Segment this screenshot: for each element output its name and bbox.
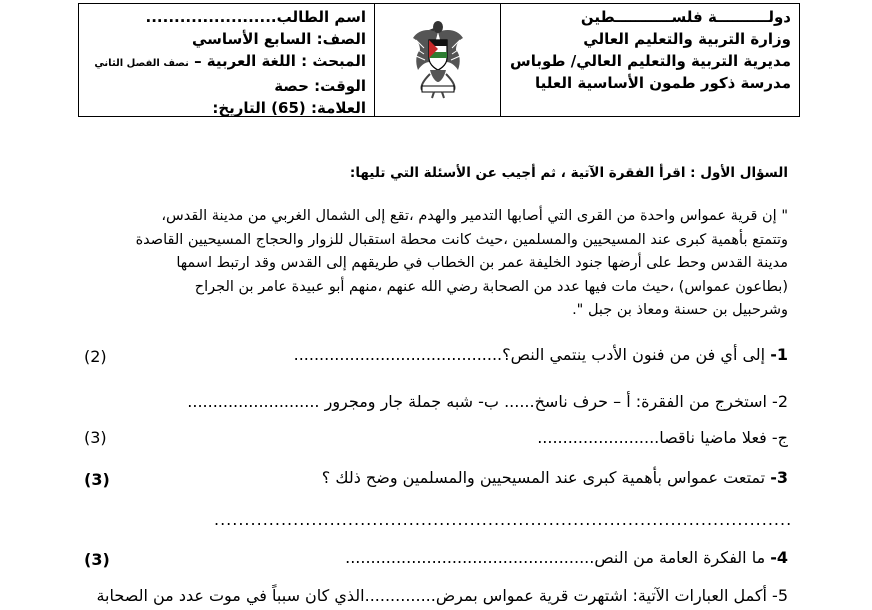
question-2c: ج- فعلا ماضيا ناقصا........................ — [537, 428, 788, 447]
question-2-mark: (3) — [84, 428, 107, 447]
question-5-number: 5- — [772, 586, 788, 605]
question-3-number: 3- — [770, 468, 788, 487]
header-institution-cell — [501, 4, 799, 116]
question-one-title: السؤال الأول : اقرأ الفقرة الآتية ، ثم أجيب عن الأسئلة التي تليها: — [349, 165, 788, 181]
header-ministry: وزارة التربية والتعليم العالي — [583, 30, 791, 48]
question-2 — [187, 392, 788, 411]
question-3-text: تمتعت عمواس بأهمية كبرى عند المسيحيين والمسلمين وضح ذلك ؟ — [321, 468, 771, 487]
question-3 — [322, 468, 788, 487]
student-name-field[interactable]: اسم الطالب....................... — [145, 8, 366, 26]
question-4-number: 4- — [770, 548, 788, 567]
question-5 — [96, 586, 788, 605]
question-4-mark: (3) — [84, 550, 110, 569]
question-2-text: استخرج من الفقرة: أ – حرف ناسخ...... ب- شبه جملة جار ومجرور .......................... — [187, 392, 773, 411]
subject-main: المبحث : اللغة العربية – — [194, 52, 366, 70]
question-1 — [294, 345, 788, 364]
paragraph-line: مدينة القدس وحط على أرضها جنود الخليفة عمر بن الخطاب في طريقهم إلى القدس وقد ارتبط اسمها — [176, 255, 788, 271]
paragraph-line: وشرحبيل بن حسنة ومعاذ بن جبل ". — [572, 302, 788, 318]
question-4-text: ما الفكرة العامة من النص................................................. — [345, 548, 771, 567]
time-label: الوقت: حصة — [274, 77, 366, 95]
header-directorate: مديرية التربية والتعليم العالي/ طوباس — [510, 52, 791, 70]
reading-paragraph — [114, 205, 788, 323]
header-emblem-cell — [374, 4, 501, 116]
header-country: دولــــــــــة فلســـــــــــطين — [580, 8, 791, 26]
grade-date-label: العلامة: (65) التاريخ: — [212, 99, 366, 117]
subject-label — [79, 50, 366, 75]
palestine-eagle-emblem-icon — [410, 18, 466, 102]
question-3-mark: (3) — [84, 470, 110, 489]
subject-term: نصف الفصل الثاني — [94, 58, 189, 69]
header-table — [78, 3, 800, 117]
header-student-cell — [79, 4, 374, 116]
question-3-answer-line[interactable]: ............................................................................................... — [214, 510, 793, 529]
paragraph-line: وتتمتع بأهمية كبرى عند المسيحيين والمسلمين ،حيث كانت محطة استقبال للزوار والحجاج المسيحيين القاصدة — [135, 231, 788, 248]
header-school: مدرسة ذكور طمون الأساسية العليا — [535, 74, 791, 92]
class-label: الصف: السابع الأساسي — [191, 30, 366, 48]
paragraph-line: (بطاعون عمواس) ،حيث مات فيها عدد من الصحابة رضي الله عنهم ،منهم أبو عبيدة عامر بن الجراح — [194, 278, 788, 295]
question-2-number: 2- — [772, 392, 788, 411]
paragraph-line: " إن قرية عمواس واحدة من القرى التي أصابها التدمير والهدم ،تقع إلى الشمال الغربي من مدينة القدس، — [161, 208, 788, 224]
question-1-text: إلى أي فن من فنون الأدب ينتمي النص؟......................................... — [293, 345, 771, 364]
question-1-mark: (2) — [84, 347, 107, 366]
question-5-text: أكمل العبارات الآتية: اشتهرت قرية عمواس بمرض..............الذي كان سبباً في موت عدد من الصحابة — [96, 586, 773, 605]
question-1-number: 1- — [770, 345, 788, 364]
question-4 — [345, 548, 788, 567]
